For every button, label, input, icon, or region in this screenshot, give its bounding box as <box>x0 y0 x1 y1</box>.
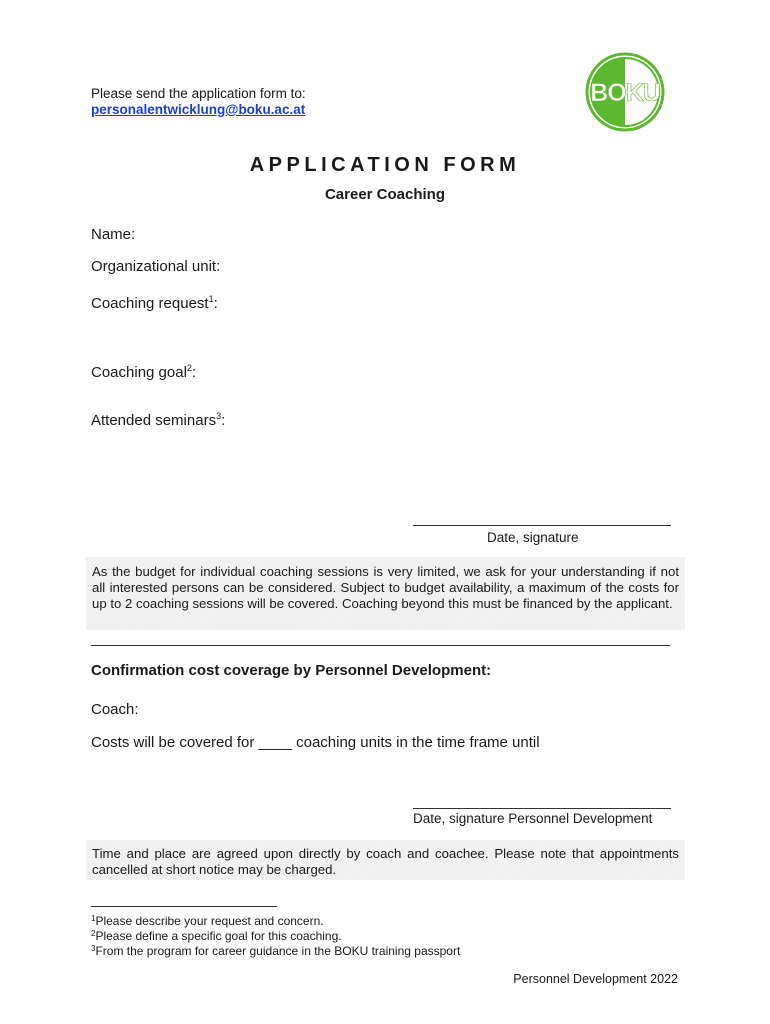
appointment-note-text: Time and place are agreed upon directly by coach and coachee. Please note that appointments cancelled at short notice may be charged. <box>92 846 679 877</box>
footnote-text: Please define a specific goal for this coaching. <box>95 929 342 943</box>
coaching-request-label <box>91 290 218 313</box>
footnote-num: 2 <box>91 929 96 938</box>
footnote-divider <box>91 906 277 907</box>
form-title-text: APPLICATION FORM <box>249 154 521 176</box>
form-title <box>0 154 770 177</box>
footnote-ref-2: 2 <box>186 363 192 373</box>
colon: : <box>191 364 197 381</box>
form-subtitle: Career Coaching <box>324 186 446 203</box>
footnote-ref-1: 1 <box>208 294 214 304</box>
colon: : <box>221 412 226 429</box>
coaching-goal-text: Coaching goal <box>91 364 187 381</box>
org-unit-label: Organizational unit: <box>91 258 221 275</box>
coaching-request-text: Coaching request <box>91 295 209 312</box>
confirmation-heading: Confirmation cost coverage by Personnel Development: <box>91 662 492 679</box>
page-footer: Personnel Development 2022 <box>513 972 678 986</box>
footnote-ref-3: 3 <box>216 411 222 421</box>
logo-text: BOKU <box>590 79 660 107</box>
footnote-num: 3 <box>91 944 96 953</box>
email-link[interactable]: personalentwicklung@boku.ac.at <box>91 102 306 117</box>
pd-signature-line <box>413 808 671 809</box>
name-label: Name: <box>91 226 136 243</box>
colon: : <box>213 295 218 312</box>
appointment-note-box <box>86 840 685 880</box>
costs-covered-text: Costs will be covered for ____ coaching units in the time frame until <box>91 734 540 751</box>
boku-logo <box>585 52 665 132</box>
footnote-text: From the program for career guidance in the BOKU training passport <box>95 944 461 958</box>
send-to-text: Please send the application form to: <box>91 86 306 101</box>
section-divider <box>91 645 670 646</box>
footnote-text: Please describe your request and concern. <box>95 914 324 928</box>
footnote-1 <box>91 912 324 928</box>
attended-seminars-label <box>91 407 225 430</box>
footnote-3 <box>91 942 460 958</box>
pd-signature-label: Date, signature Personnel Development <box>413 811 653 826</box>
attended-seminars-text: Attended seminars <box>91 412 217 429</box>
footnote-num: 1 <box>91 914 96 923</box>
coaching-goal-label <box>91 359 196 382</box>
coach-label: Coach: <box>91 701 139 718</box>
footnote-2 <box>91 927 342 943</box>
signature-line <box>413 525 671 526</box>
signature-label: Date, signature <box>487 530 579 545</box>
budget-note-box <box>86 557 685 630</box>
budget-note-text: As the budget for individual coaching sessions is very limited, we ask for your understanding if not all interested persons can be considered. Subject to budget availability, a maximum of the costs for up to 2 coaching sessions will be covered. Coaching beyond this must be financed by the applicant. <box>92 564 679 611</box>
